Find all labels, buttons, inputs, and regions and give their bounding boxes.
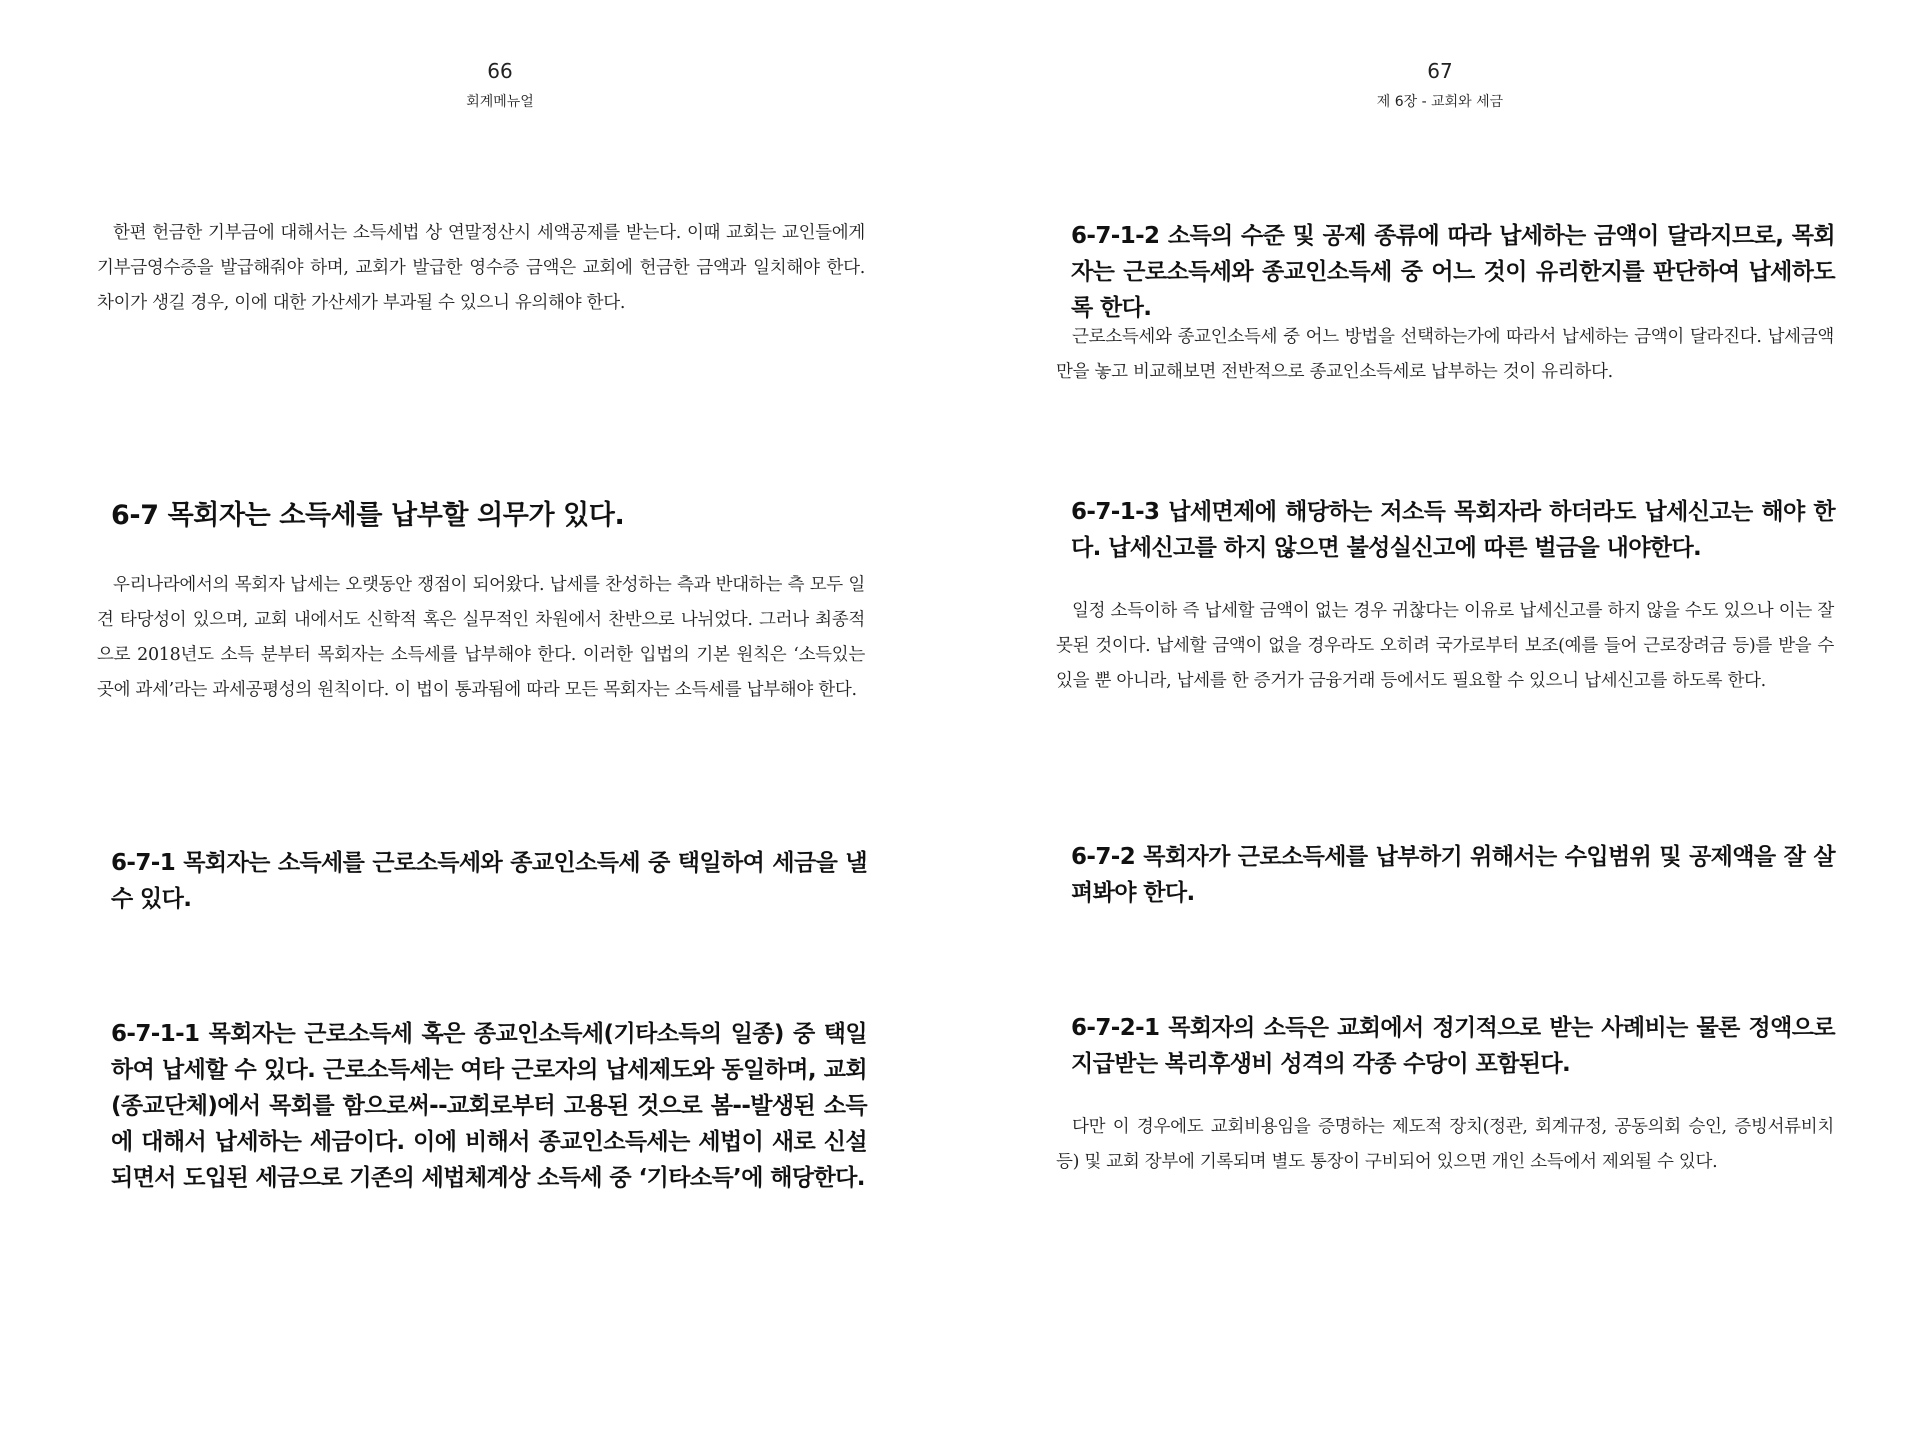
section-6-7-1-1 <box>111 1016 867 1196</box>
page-number: 66 <box>487 59 513 83</box>
paragraph-6-7-1-2 <box>1056 320 1834 390</box>
paragraph-6-7 <box>97 568 865 708</box>
paragraph-6-7-1-3 <box>1056 594 1834 699</box>
right-page <box>960 0 1920 1434</box>
section-6-7-1 <box>111 845 867 917</box>
subsection-heading: 6-7-2-1 목회자의 소득은 교회에서 정기적으로 받는 사례비는 물론 정액으로 지급받는 복리후생비 성격의 각종 수당이 포함된다. <box>1071 1015 1835 1077</box>
body-paragraph: 다만 이 경우에도 교회비용임을 증명하는 제도적 장치(정관, 회계규정, 공동의회 승인, 증빙서류비치 등) 및 교회 장부에 기록되며 별도 통장이 구비되어 있으면 개인 소득에서 제외될 수 있다. <box>1056 1117 1834 1172</box>
paragraph-donation-receipts <box>97 216 865 321</box>
section-6-7-1-3 <box>1071 494 1835 566</box>
body-paragraph: 한편 헌금한 기부금에 대해서는 소득세법 상 연말정산시 세액공제를 받는다. 이때 교회는 교인들에게 기부금영수증을 발급해줘야 하며, 교회가 발급한 영수증 금액은 교회에 헌금한 금액과 일치해야 한다. 차이가 생길 경우, 이에 대한 가산세가 부과될 수 있으니 유의해야 한다. <box>97 223 865 313</box>
body-paragraph: 우리나라에서의 목회자 납세는 오랫동안 쟁점이 되어왔다. 납세를 찬성하는 측과 반대하는 측 모두 일견 타당성이 있으며, 교회 내에서도 신학적 혹은 실무적인 차원에서 찬반으로 나뉘었다. 그러나 최종적으로 2018년도 소득 분부터 목회자는 소득세를 납부해야 한다. 이러한 입법의 기본 원칙은 ‘소득있는 곳에 과세’라는 과세공평성의 원칙이다. 이 법이 통과됨에 따라 모든 목회자는 소득세를 납부해야 한다. <box>97 575 865 700</box>
paragraph-6-7-2-1 <box>1056 1110 1834 1180</box>
body-paragraph: 근로소득세와 종교인소득세 중 어느 방법을 선택하는가에 따라서 납세하는 금액이 달라진다. 납세금액만을 놓고 비교해보면 전반적으로 종교인소득세로 납부하는 것이 유리하다. <box>1056 327 1834 382</box>
subsection-heading: 6-7-1-1 목회자는 근로소득세 혹은 종교인소득세(기타소득의 일종) 중 택일하여 납세할 수 있다. 근로소득세는 여타 근로자의 납세제도와 동일하며, 교회(종교단체)에서 목회를 함으로써--교회로부터 고용된 것으로 봄--발생된 소득에 대해서 납세하는 세금이다. 이에 비해서 종교인소득세는 세법이 새로 신설되면서 도입된 세금으로 기존의 세법체계상 소득세 중 ‘기타소득’에 해당한다. <box>111 1021 867 1191</box>
subsection-heading: 6-7-1-2 소득의 수준 및 공제 종류에 따라 납세하는 금액이 달라지므로, 목회자는 근로소득세와 종교인소득세 중 어느 것이 유리한지를 판단하여 납세하도록 한다. <box>1071 223 1835 321</box>
left-page-header <box>20 58 980 112</box>
subsection-heading: 6-7-1 목회자는 소득세를 근로소득세와 종교인소득세 중 택일하여 세금을 낼 수 있다. <box>111 850 867 912</box>
section-6-7-1-2 <box>1071 218 1835 326</box>
subsection-heading: 6-7-1-3 납세면제에 해당하는 저소득 목회자라 하더라도 납세신고는 해야 한다. 납세신고를 하지 않으면 불성실신고에 따른 벌금을 내야한다. <box>1071 499 1835 561</box>
body-paragraph: 일정 소득이하 즉 납세할 금액이 없는 경우 귀찮다는 이유로 납세신고를 하지 않을 수도 있으나 이는 잘못된 것이다. 납세할 금액이 없을 경우라도 오히려 국가로부터 보조(예를 들어 근로장려금 등)를 받을 수 있을 뿐 아니라, 납세를 한 증거가 금융거래 등에서도 필요할 수 있으니 납세신고를 하도록 한다. <box>1056 601 1834 691</box>
running-head: 회계메뉴얼 <box>466 94 534 110</box>
subsection-heading: 6-7-2 목회자가 근로소득세를 납부하기 위해서는 수입범위 및 공제액을 잘 살펴봐야 한다. <box>1071 844 1835 906</box>
page-number: 67 <box>1427 59 1453 83</box>
running-head: 제 6장 - 교회와 세금 <box>1376 94 1504 110</box>
right-page-header <box>960 58 1920 112</box>
section-heading: 6-7 목회자는 소득세를 납부할 의무가 있다. <box>111 500 625 531</box>
section-6-7-2 <box>1071 839 1835 911</box>
section-6-7-2-1 <box>1071 1010 1835 1082</box>
section-6-7 <box>111 498 871 534</box>
